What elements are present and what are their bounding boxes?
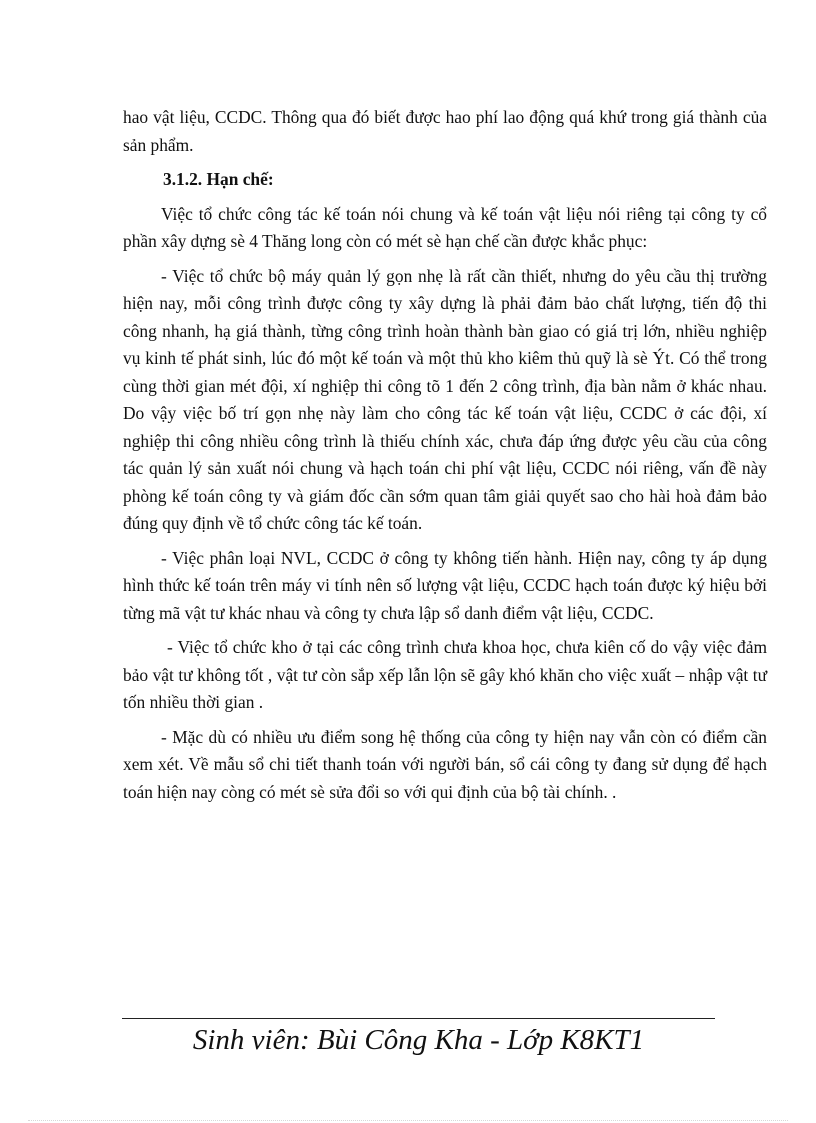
paragraph-limitation-warehouse: - Việc tổ chức kho ở tại các công trình chưa khoa học, chưa kiên cố do vậy việc đảm bảo vật tư không tốt , vật tư còn sắp xếp lẫn lộn sẽ gây khó khăn cho việc xuất – nhập vật tư tốn nhiều thời gian . <box>123 637 767 712</box>
paragraph-limitation-classification: - Việc phân loại NVL, CCDC ở công ty không tiến hành. Hiện nay, công ty áp dụng hình thức kế toán trên máy vi tính nên số lượng vật liệu, CCDC hạch toán được ký hiệu bởi từng mã vật tư khác nhau và công ty chưa lập sổ danh điểm vật liệu, CCDC. <box>123 547 767 623</box>
paragraph-limitation-ledger: - Mặc dù có nhiều ưu điểm song hệ thống của công ty hiện nay vẫn còn có điểm cần xem xét. Về mẫu sổ chi tiết thanh toán với người bán, sổ cái công ty đang sử dụng để hạch toán hiện nay còng có mét sè sửa đổi so với qui định của bộ tài chính. . <box>123 726 767 802</box>
paragraph-limitations-intro: Việc tổ chức công tác kế toán nói chung và kế toán vật liệu nói riêng tại công ty cổ phần xây dựng sè 4 Thăng long còn có mét sè hạn chế cần được khắc phục: <box>123 203 767 251</box>
paragraph-intro-continuation: hao vật liệu, CCDC. Thông qua đó biết được hao phí lao động quá khứ trong giá thành của sản phẩm. <box>123 107 767 155</box>
section-heading: 3.1.2. Hạn chế: <box>163 169 274 189</box>
document-body <box>123 104 767 806</box>
footer-divider <box>122 1018 715 1019</box>
paragraph-limitation-organization: - Việc tổ chức bộ máy quản lý gọn nhẹ là rất cần thiết, nhưng do yêu cầu thị trường hiện nay, mỗi công trình được công ty xây dựng là phải đảm bảo chất lượng, tiến độ thi công nhanh, hạ giá thành, từng công trình hoàn thành bàn giao có giá trị lớn, nhiều nghiệp vụ kinh tế phát sinh, lúc đó một kế toán và một thủ kho kiêm thủ quỹ là sè Ýt. Có thể trong cùng thời gian mét đội, xí nghiệp thi công tõ 1 đến 2 công trình, địa bàn nằm ở khác nhau. Do vậy việc bố trí gọn nhẹ này làm cho công tác kế toán vật liệu, CCDC ở các đội, xí nghiệp thi công nhiều công trình là thiếu chính xác, chưa đáp ứng được yêu cầu của công tác quản lý sản xuất nói chung và hạch toán chi phí vật liệu, CCDC nói riêng, vấn đề này phòng kế toán công ty và giám đốc cần sớm quan tâm giải quyết sao cho hài hoà đảm bảo đúng quy định về tổ chức công tác kế toán. <box>123 265 767 533</box>
footer-student-line: Sinh viên: Bùi Công Kha - Lớp K8KT1 <box>192 1024 645 1056</box>
page-edge-dots <box>28 1120 788 1121</box>
